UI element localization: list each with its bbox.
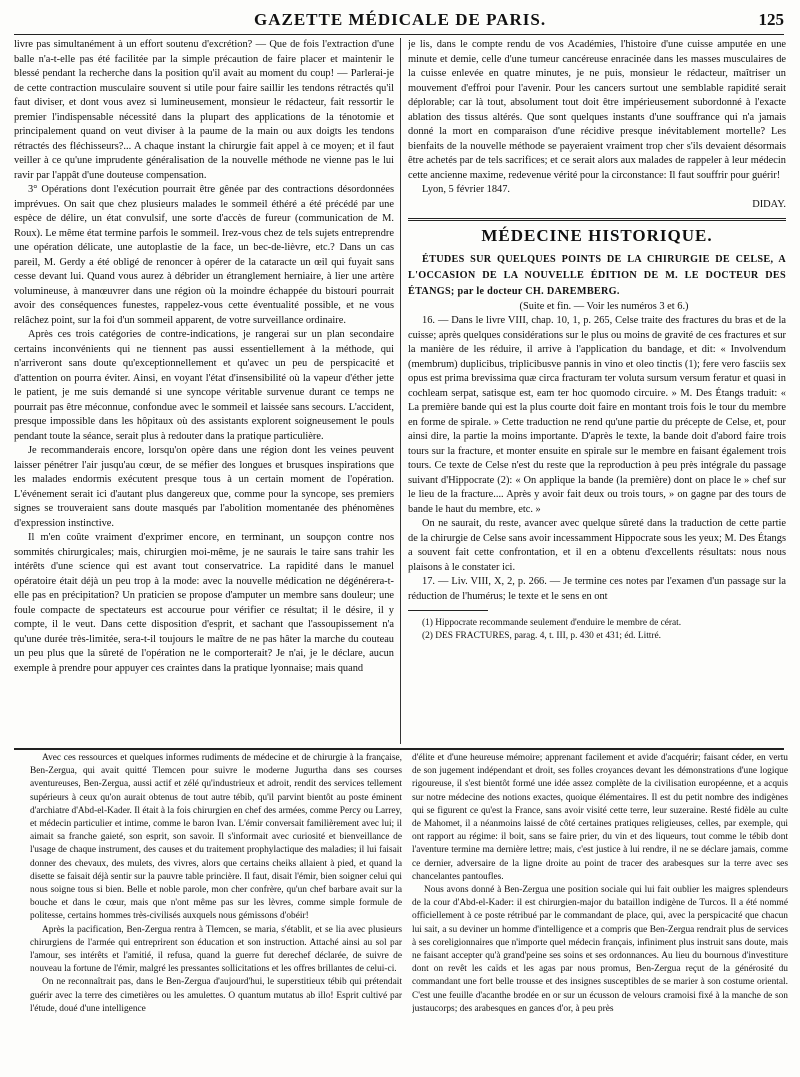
header-rule [14, 34, 784, 35]
left-paragraph: 3° Opérations dont l'exécution pourrait être gênée par des contractions désordonnées imprévues. On sait que chez plusieurs malades le sommeil éthéré a été précédé par une espèce de délire, un état convulsif, une sorte d'accès de fureur (communication de M. Roux). Le même état termine parfois le sommeil. Irez-vous chez de tels sujets entreprendre une opération délicate, une autoplastie de la face, un bec-de-lièvre, etc.? Dans un cas pareil, M. Gerdy a été obligé de renoncer à opérer de la cataracte un œil qui fuyait sans cesse devant lui. Quand vous aurez à débrider un étranglement herniaire, à lier une artère volumineuse, à manœuvrer dans une région où la moindre échappée du bistouri pourrait avoir des conséquences funestes, rappelez-vous cette éventualité possible, et ne vous relâchez point, sur la foi d'un sommeil apparent, de votre surveillance ordinaire. [14, 184, 394, 326]
footnote-rule [408, 610, 488, 611]
signature: DIDAY. [752, 198, 786, 210]
footnote: (1) Hippocrate recommande seulement d'enduire le membre de cérat. [422, 618, 682, 628]
right-column [408, 38, 786, 643]
column-divider [400, 38, 401, 744]
left-paragraph: Après ces trois catégories de contre-indications, je rangerai sur un plan secondaire certains inconvénients qui ne tiennent pas aussi essentiellement à la méthode, qui n'arriveront sans doute qu'exceptionnellement et qu'avec un peu de perspicacité et d'attention on pourra éviter. Ainsi, en voyant l'état d'insensibilité où la vapeur d'éther jette le patient, je me suis demandé si une syncope véritable survenue durant ce temps ne pourrait pas être méconnue, confondue avec le sommeil et laissée sans secours. L'accident, presque impossible dans les hôpitaux où des assistants explorent soigneusement le pouls pendant toute la séance, serait plus à redouter dans la pratique particulière. [14, 329, 394, 442]
feuilleton-paragraph: Avec ces ressources et quelques informes rudiments de médecine et de chirurgie à la française, Ben-Zergua, qui avait quitté Tlemcen pour suivre le moderne Jugurtha dans ses courses aventureuses, Ben-Zergua, aussi actif et zélé qu'industrieux et adroit, rendit des services tellement supérieurs à ceux qu'on aurait obtenus de tout autre tébib, qu'il parvint bientôt au poste éminent d'archiatre d'Abd-el-Kader. Il était à la fois chirurgien en chef des armées, comme Percy ou Larrey, et médecin particulier et intime, comme le baron Ivan. L'émir conversait familièrement avec lui; il aimait sa franche gaieté, son esprit, son savoir. Il s'informait avec curiosité et bienveillance de l'usage de chaque instrument, des causes et du traitement prophylactique des maladies; il lui faisait donner des chevaux, des mulets, des vivres, alors que certains cheiks allaient à pied, et quand la disette se faisait déjà sentir sur la pauvre table princière. Il faut, disait l'émir, bien soigner celui qui nous soigne tous si bien. Belle et noble parole, mon cher confrère, qu'un chef barbare avait sur la bouche et dans le cœur, mais que n'ont même pas sur les lèvres, comme simple formule de politesse, certains hommes très-civilisés auxquels nous gémissons d'obéir! [30, 753, 402, 922]
feuilleton-paragraph: Après la pacification, Ben-Zergua rentra à Tlemcen, se maria, s'établit, et se lia avec plusieurs chirurgiens de l'armée qui entreprirent son éducation et son instruction. Attaché ainsi au sol par l'amour, ses intérêts et l'amitié, il refusa, quand la guerre fut derechef déclarée, de suivre de nouveau la fortune de l'émir, malgré les pressantes sollicitations et les offres brillantes de celui-ci. [30, 924, 402, 975]
section-rule [408, 218, 786, 221]
right-paragraph: On ne saurait, du reste, avancer avec quelque sûreté dans la traduction de cette partie de la chirurgie de Celse sans avoir incessamment Hippocrate sous les yeux; M. Des Étangs a souvent fait cette confrontation, et il en a obtenu d'excellents résultats: nous nous plaisons à le constater ici. [408, 518, 786, 573]
left-paragraph: Il m'en coûte vraiment d'exprimer encore, en terminant, un soupçon contre nos sommités chirurgicales; mais, chirurgien moi-même, je ne saurais le taire sans trahir les intérêts d'une science qui est avant tout conservatrice. La rapidité dans le manuel opératoire était déjà un peu trop à la mode: avec la nouvelle médication ne dégénérera-t-elle pas en précipitation? Un praticien se propose d'amputer un membre sans douleur; une foule compacte de spectateurs est accourue pour vérifier ce résultat; il le désire, il y compte, il le veut. Dans cette disposition d'esprit, et sachant que l'assoupissement n'a qu'une durée très-limitée, sera-t-il toujours le maître de ne pas hâter la marche du couteau un peu plus que la sûreté de l'opération ne le comporterait? Je n'ai, je le déclare, aucun exemple à prendre pour appuyer ces craintes dans la pratique lyonnaise; mais quand [14, 532, 394, 674]
feuilleton-right-column [412, 752, 788, 1072]
right-intro-paragraph: je lis, dans le compte rendu de vos Académies, l'histoire d'une cuisse amputée en une minute et demie, celle d'une tumeur cancéreuse enracinée dans les masses musculaires de la cuisse enlevée en quatre minutes, je ne puis, monsieur le rédacteur, maîtriser un mouvement d'effroi pour l'avenir. Pour les cancers surtout une semblable rapidité serait déplorable; car là tout, absolument tout doit être impérieusement subordonné à l'exacte ablation des tissus altérés. Que sont quelques instants d'une souffrance qui n'a jamais donné la mort en comparaison d'une récidive presque inévitablement mortelle? Les bienfaits de la nouvelle méthode se payeraient vraiment trop cher s'ils devaient désormais être achetés par de tels sacrifices; et ce serait alors aux malades de rappeler à leur médecin cette ancienne maxime, redevenue vérité pour la circonstance: Il faut souffrir pour guérir! [408, 39, 786, 181]
feuilleton-paragraph: d'élite et d'une heureuse mémoire; apprenant facilement et avide d'acquérir; faisant céder, en vertu de son jugement indépendant et droit, ses folles croyances devant les démonstrations d'une logique rigoureuse, il s'est bientôt formé une idée assez complète de la civilisation européenne, et a acquis sur notre médecine des notions exactes, quoique élémentaires. Il est du petit nombre des indigènes qui se figurent ce qu'est la France, sans avoir visité cette terre, leur suzeraine. Resté fidèle au culte de Mahomet, il a néanmoins laissé de côté certaines pratiques religieuses, celles, par exemple, qui ont rapport au régime: il boit, sans se faire prier, du vin et des liqueurs, tout comme le tébib dont l'aventure termine ma dernière lettre; mais, c'est justice à lui rendre, il ne se déclare jamais, comme ce dernier, adversaire de la ligne droite au point de tracer des arabesques sur la terre avec ses chancelantes pantoufles. [412, 753, 788, 882]
left-column [14, 38, 394, 746]
feuilleton-paragraph: Nous avons donné à Ben-Zergua une position sociale qui lui fait oublier les maigres splendeurs de la cour d'Abd-el-Kader: il est chirurgien-major du bataillon indigène de Turcos. Il a été nommé officiellement à ce poste rétribué par le commandant de place, qui, avec la perspicacité que chacun lui sait, a su deviner un homme d'intelligence et a compris que Ben-Zergua rendrait plus de services à ses coreligionnaires que n'importe quel médecin français, infiniment plus instruit sans doute, mais ne faisant accepter qu'à grand'peine ses soins et ses ordonnances. Au lieu du bournous d'investiture dont on revêt les caïds et les agas par nous promus, Ben-Zergua reçut de la générosité du commandant une fort belle trousse et des insignes susceptibles de se marier à son costume oriental. C'est une feuille d'acanthe brodée en or sur un écusson de velours cramoisi fixé à la manche de son justaucorps; des arabesques en gances d'or, à peu près [412, 885, 788, 1014]
article-subheading: ÉTUDES SUR QUELQUES POINTS DE LA CHIRURGIE DE CELSE, A L'OCCASION DE LA NOUVELLE ÉDITION DE M. LE DOCTEUR DES ÉTANGS; par le docteur CH. DAREMBERG. [408, 253, 786, 297]
left-paragraph: Je recommanderais encore, lorsqu'on opère dans une région dont les veines peuvent laisser pénétrer l'air jusqu'au cœur, de se méfier des longues et brusques inspirations que les malades endormis exécutent presque tous à un certain moment de l'opération. L'événement serait ici d'autant plus dangereux que, comme pour la syncope, ses premiers signes se trouveraient sans doute masqués par l'abolition momentanée des phénomènes d'expression instinctive. [14, 445, 394, 529]
right-paragraph: 17. — Liv. VIII, X, 2, p. 266. — Je termine ces notes par l'examen d'un passage sur la réduction de l'humérus; le texte et le sens en ont [408, 576, 786, 602]
right-paragraph: 16. — Dans le livre VIII, chap. 10, 1, p. 265, Celse traite des fractures du bras et de la cuisse; après quelques considérations sur le plus ou moins de gravité de ces fractures et sur la manière de les réduire, il arrive à l'application du bandage, et dit: « Involvendum (membrum) duplicibus, triplicibusve pannis in vino et oleo tinctis (1); fere vero fasciis sex opus est prima brevissima quæ circa fracturam ter voluta sursum versum feratur et quasi in cochleam serpat, satisque est, eam ter hoc quomodo circuire. » M. Des Étangs traduit: « La première bande qui est la plus courte doit faire en montant trois fois le tour du membre en forme de spirale. » Cette traduction ne rend qu'une partie du précepte de Celse, et, pour ainsi dire, la partie la moins importante. D'après le texte, la bande doit d'abord faire trois tours sur la fracture, et monter ensuite en spirale sur le membre en faisant également trois tours. Ce texte de Celse n'est du reste que la reproduction à peu près intégrale du passage suivant d'Hippocrate (2): « On applique la bande (la première) dont on place le » chef sur le lieu de la fracture.... Après y avoir fait deux ou trois tours, » on gagne par des tours de bande le haut du membre, etc. » [408, 315, 786, 515]
section-title: MÉDECINE HISTORIQUE. [481, 226, 713, 245]
page-header [14, 10, 784, 32]
feuilleton-left-column [30, 752, 402, 1072]
dateline: Lyon, 5 février 1847. [422, 184, 511, 195]
page-number: 125 [758, 10, 784, 29]
feuilleton-paragraph: On ne reconnaîtrait pas, dans le Ben-Zergua d'aujourd'hui, le superstitieux tébib qui prétendait guérir avec la terre des cimetières ou les amulettes. O quantum mutatus ab illo! Esprit cultivé par l'étude, doué d'une intelligence [30, 977, 402, 1014]
feuilleton-rule [14, 748, 784, 750]
continuation-note: (Suite et fin. — Voir les numéros 3 et 6.) [519, 300, 689, 312]
footnote: (2) DES FRACTURES, parag. 4, t. III, p. 430 et 431; éd. Littré. [422, 631, 662, 641]
left-paragraph: livre pas simultanément à un effort soutenu d'excrétion? — Que de fois l'extraction d'une balle n'a-t-elle pas été facilitée par la simple précaution de faire placer et maintenir le blessé pendant la recherche dans la position qu'il avait au moment du coup! — Parlerai-je de cette contraction musculaire souvent si utile pour faire saillir les tendons rétractés qu'il faut diviser, et dont vous avez si lumineusement, monsieur le rédacteur, fait ressortir le premier l'indispensable nécessité dans la plupart des applications de la ténotomie et principalement quand on veut diviser à la paume de la main ou aux doigts les tendons rétractés des fléchisseurs?... A chaque instant la chirurgie fait appel à ce moyen; et il faut veiller à ce qu'une imprudente généralisation de la nouvelle méthode ne vienne pas le lui ravir par l'appât d'une douteuse compensation. [14, 39, 394, 181]
journal-title: GAZETTE MÉDICALE DE PARIS. [254, 10, 547, 29]
